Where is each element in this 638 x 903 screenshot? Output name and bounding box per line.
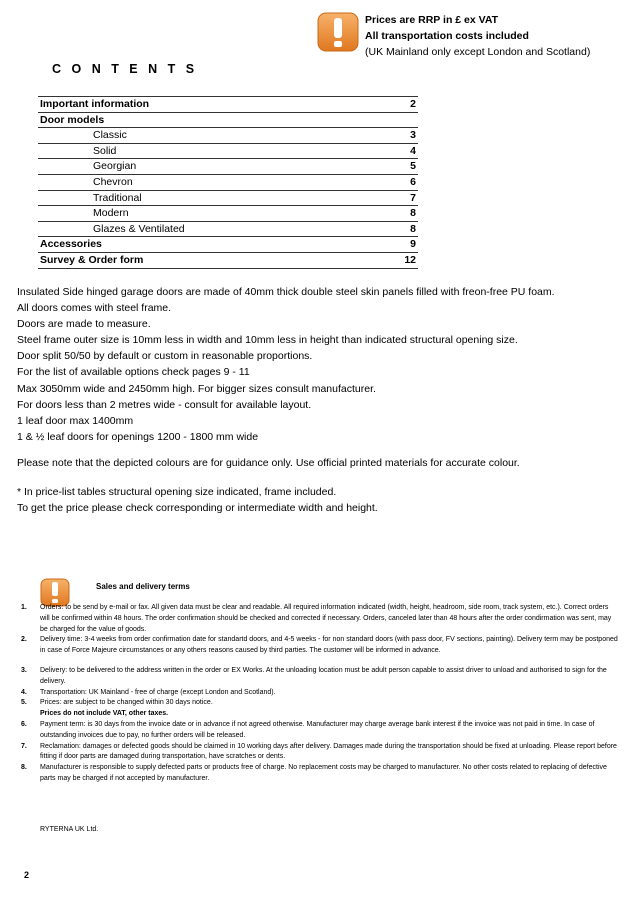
price-note-1: * In price-list tables structural opening size indicated, frame included. <box>17 486 337 498</box>
item-text: Delivery time: 3-4 weeks from order confirmation date for standartd doors, and 4-5 weeks - for non standard doors (with pass door, FV sections, painting). Delivery term may be postponed in case of Force Majeure circumstances or any others reasons caused by third parties. The customer will be informed in advance. <box>40 636 618 655</box>
terms-title: Sales and delivery terms <box>96 582 190 591</box>
toc-label: Important information <box>38 97 374 113</box>
contents-table <box>38 96 418 269</box>
toc-label: Chevron <box>38 174 374 190</box>
toc-label: Accessories <box>38 237 374 253</box>
vat-note: Prices do not include VAT, other taxes. <box>40 710 169 718</box>
toc-label: Glazes & Ventilated <box>38 221 374 237</box>
price-line-3: (UK Mainland only except London and Scotland) <box>365 46 591 58</box>
list-item <box>18 763 618 785</box>
intro-line: For doors less than 2 metres wide - consult for available layout. <box>17 398 312 411</box>
price-notice <box>365 12 590 60</box>
toc-row <box>38 206 418 222</box>
toc-page: 9 <box>374 237 418 253</box>
intro-text <box>17 284 627 445</box>
item-text: Manufacturer is responsible to supply defected parts or products free of charge. No replacement costs may be charged to manufacturer. No other costs related to replacing of defective parts may be charged if not accepted by manufacturer. <box>40 764 607 782</box>
toc-label: Georgian <box>38 159 374 175</box>
item-text: Reclamation: damages or defected goods should be claimed in 10 working days after delivery. Damages made during the transportation should be fixed at unloading. Please report before fitting if door parts are damaged during transportation, have scratches or dents. <box>40 742 617 761</box>
list-item <box>18 666 618 688</box>
toc-row <box>38 174 418 190</box>
item-number: 6. <box>21 720 27 728</box>
list-item <box>18 688 618 699</box>
toc-row <box>38 159 418 175</box>
spacer <box>18 657 618 666</box>
toc-page: 7 <box>374 190 418 206</box>
toc-row <box>38 237 418 253</box>
toc-row <box>38 97 418 113</box>
toc-row <box>38 221 418 237</box>
company-name: RYTERNA UK Ltd. <box>40 826 99 833</box>
toc-page: 4 <box>374 143 418 159</box>
item-number: 3. <box>21 666 27 674</box>
toc-row <box>38 143 418 159</box>
toc-page <box>374 112 418 128</box>
item-number: 1. <box>21 604 27 611</box>
toc-label: Classic <box>38 128 374 144</box>
list-item <box>18 603 618 635</box>
toc-page: 6 <box>374 174 418 190</box>
toc-row <box>38 128 418 144</box>
toc-label: Traditional <box>38 190 374 206</box>
item-text: Delivery: to be delivered to the address written in the order or EX Works. At the unloading location must be adult person capable to assist driver to unload and authorised to sign for the delivery. <box>40 666 607 685</box>
intro-line: Max 3050mm wide and 2450mm high. For bigger sizes consult manufacturer. <box>17 382 376 395</box>
toc-label: Door models <box>38 112 374 128</box>
item-number: 5. <box>21 699 27 707</box>
item-number: 4. <box>21 688 27 696</box>
list-item <box>18 709 618 720</box>
toc-row <box>38 112 418 128</box>
contents-title: C O N T E N T S <box>52 62 198 76</box>
colour-note: Please note that the depicted colours are for guidance only. Use official printed materials for accurate colour. <box>17 457 520 469</box>
intro-line: 1 leaf door max 1400mm <box>17 414 134 427</box>
toc-page: 5 <box>374 159 418 175</box>
list-item <box>18 720 618 742</box>
item-text: Payment term: is 30 days from the invoice date or in advance if not agreed otherwise. Manufacturer may charge average bank interest if the invoice was not paid in time. In case of outstanding invoices due to pay, no further orders will be released. <box>40 720 595 739</box>
intro-line: Door split 50/50 by default or custom in reasonable proportions. <box>17 350 313 363</box>
toc-label: Survey & Order form <box>38 252 374 268</box>
price-note-2: To get the price please check corresponding or intermediate width and height. <box>17 502 378 514</box>
item-number: 7. <box>21 742 27 750</box>
intro-line: 1 & ½ leaf doors for openings 1200 - 1800 mm wide <box>17 430 259 443</box>
item-text: Orders: to be send by e-mail or fax. All given data must be clear and readable. All required information indicated (width, height, headroom, side room, track system, etc.). Correct orders will be confirmed within 48 hours. The order confirmation should be checked and corrected if necessary. Orders, canceled later than 48 hours after the order condirmation was sent, may be charged for the value of goods. <box>40 604 612 633</box>
toc-page: 8 <box>374 221 418 237</box>
list-item <box>18 635 618 657</box>
toc-row <box>38 190 418 206</box>
toc-page: 8 <box>374 206 418 222</box>
price-line-1: Prices are RRP in £ ex VAT <box>365 14 499 26</box>
list-item <box>18 698 618 709</box>
page-number: 2 <box>24 870 30 880</box>
toc-row <box>38 252 418 268</box>
toc-page: 12 <box>374 252 418 268</box>
intro-line: All doors comes with steel frame. <box>17 302 172 315</box>
intro-line: Insulated Side hinged garage doors are made of 40mm thick double steel skin panels filled with freon-free PU foam. <box>17 286 555 298</box>
list-item <box>18 742 618 764</box>
toc-page: 2 <box>374 97 418 113</box>
toc-label: Solid <box>38 143 374 159</box>
intro-line: For the list of available options check pages 9 - 11 <box>17 366 250 379</box>
exclamation-warning-icon <box>317 12 359 52</box>
price-notes <box>17 484 378 516</box>
item-number: 8. <box>21 764 27 772</box>
intro-line: Steel frame outer size is 10mm less in width and 10mm less in height than indicated structural opening size. <box>17 334 518 347</box>
terms-list <box>18 603 618 785</box>
item-number: 2. <box>21 636 27 644</box>
toc-page: 3 <box>374 128 418 144</box>
intro-line: Doors are made to measure. <box>17 318 151 331</box>
item-text: Transportation: UK Mainland - free of charge (except London and Scotland). <box>40 688 276 696</box>
toc-label: Modern <box>38 206 374 222</box>
price-line-2: All transportation costs included <box>365 30 529 42</box>
item-text: Prices: are subject to be changed within 30 days notice. <box>40 699 213 707</box>
